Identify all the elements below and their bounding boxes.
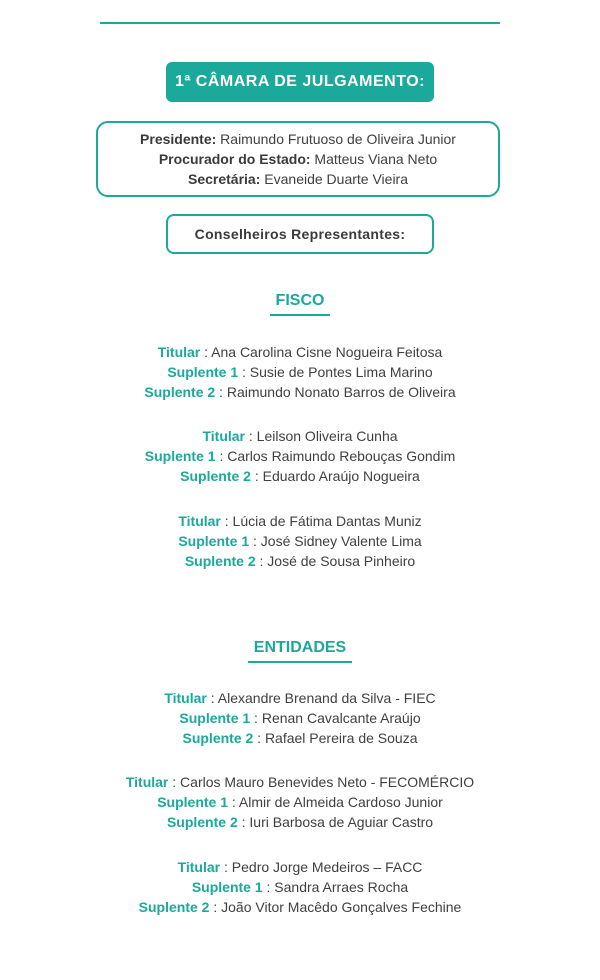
member-line	[0, 342, 600, 362]
member-line	[0, 812, 600, 832]
member-line	[0, 362, 600, 382]
entidades-heading-text: ENTIDADES	[248, 639, 352, 663]
role-label: Suplente 2	[166, 814, 238, 830]
member-name: : Alexandre Brenand da Silva - FIEC	[206, 690, 436, 706]
secretary-label: Secretária:	[188, 171, 261, 187]
member-name: : Renan Cavalcante Araújo	[250, 710, 421, 726]
representatives-label: Conselheiros Representantes:	[166, 214, 434, 254]
board-info-box	[96, 121, 500, 197]
member-line	[0, 531, 600, 551]
president-name: Raimundo Frutuoso de Oliveira Junior	[216, 131, 456, 147]
entidades-group-2	[0, 772, 600, 832]
member-name: : Lúcia de Fátima Dantas Muniz	[220, 513, 422, 529]
role-label: Titular	[164, 690, 207, 706]
member-line	[0, 728, 600, 748]
role-label: Titular	[157, 344, 201, 360]
member-line	[0, 877, 600, 897]
member-line	[0, 857, 600, 877]
member-line	[0, 382, 600, 402]
member-line	[0, 426, 600, 446]
role-label: Suplente 2	[180, 468, 251, 484]
member-name: : João Vitor Macêdo Gonçalves Fechine	[209, 899, 462, 915]
procurator-label: Procurador do Estado:	[158, 151, 311, 167]
role-label: Suplente 2	[144, 384, 216, 400]
member-name: : Iuri Barbosa de Aguiar Castro	[237, 814, 434, 830]
role-label: Titular	[125, 774, 169, 790]
member-name: : Carlos Raimundo Rebouças Gondim	[215, 448, 456, 464]
secretary-name: Evaneide Duarte Vieira	[260, 171, 408, 187]
top-divider	[100, 22, 500, 24]
member-name: : José Sidney Valente Lima	[249, 533, 422, 549]
member-name: : Leilson Oliveira Cunha	[245, 428, 398, 444]
member-line	[0, 688, 600, 708]
entidades-group-3	[0, 857, 600, 917]
member-line	[0, 446, 600, 466]
member-name: : Sandra Arraes Rocha	[262, 879, 409, 895]
procurator-line	[159, 149, 437, 169]
role-label: Suplente 1	[157, 794, 229, 810]
role-label: Suplente 1	[179, 710, 251, 726]
fisco-group-3	[0, 511, 600, 571]
member-line	[0, 466, 600, 486]
role-label: Titular	[177, 859, 221, 875]
role-label: Suplente 2	[184, 553, 256, 569]
role-label: Suplente 2	[182, 730, 254, 746]
fisco-group-1	[0, 342, 600, 402]
member-name: : Susie de Pontes Lima Marino	[238, 364, 433, 380]
role-label: Titular	[178, 513, 221, 529]
entidades-group-1	[0, 688, 600, 748]
member-line	[0, 551, 600, 571]
chamber-title: 1ª CÂMARA DE JULGAMENTO:	[166, 62, 434, 102]
role-label: Suplente 1	[144, 448, 216, 464]
entidades-heading	[0, 639, 600, 663]
member-name: : José de Sousa Pinheiro	[255, 553, 416, 569]
member-line	[0, 897, 600, 917]
member-line	[0, 708, 600, 728]
member-name: : Raimundo Nonato Barros de Oliveira	[215, 384, 456, 400]
procurator-name: Matteus Viana Neto	[310, 151, 438, 167]
member-line	[0, 772, 600, 792]
member-name: : Ana Carolina Cisne Nogueira Feitosa	[200, 344, 443, 360]
role-label: Suplente 1	[167, 364, 239, 380]
fisco-heading-text: FISCO	[270, 292, 331, 316]
member-line	[0, 792, 600, 812]
member-name: : Rafael Pereira de Souza	[253, 730, 418, 746]
member-line	[0, 511, 600, 531]
president-label: Presidente:	[140, 131, 217, 147]
fisco-heading	[0, 292, 600, 316]
member-name: : Pedro Jorge Medeiros – FACC	[220, 859, 423, 875]
member-name: : Carlos Mauro Benevides Neto - FECOMÉRCIO	[168, 774, 475, 790]
president-line	[140, 129, 456, 149]
role-label: Suplente 1	[178, 533, 250, 549]
secretary-line	[188, 169, 408, 189]
role-label: Suplente 1	[191, 879, 263, 895]
role-label: Titular	[202, 428, 245, 444]
role-label: Suplente 2	[138, 899, 210, 915]
member-name: : Almir de Almeida Cardoso Junior	[228, 794, 443, 810]
member-name: : Eduardo Araújo Nogueira	[250, 468, 420, 484]
fisco-group-2	[0, 426, 600, 486]
